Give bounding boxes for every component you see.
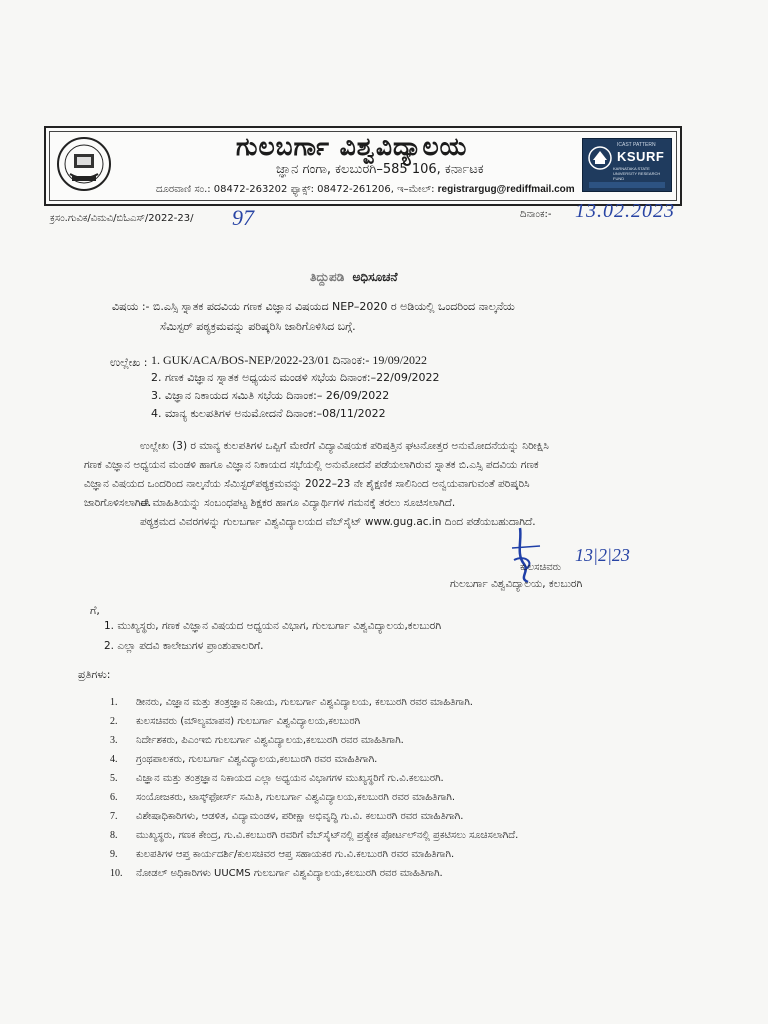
- signature-date: 13|2|23: [575, 545, 630, 565]
- recipients-list: [104, 616, 441, 656]
- reference-prefix: ಕ್ರಸಂ.ಗುವಿಕ/ವಿಮವಿ/ಬಿಓಎಸ್/2022-23/: [50, 213, 194, 224]
- copy-item: [110, 864, 518, 883]
- copy-text: ಸಂಯೋಜಕರು, ಟಾಸ್ಕ್‌ಫೋರ್ಸ್ ಸಮಿತಿ, ಗುಲಬರ್ಗಾ ವಿಶ್ವವಿದ್ಯಾಲಯ,ಕಲಬುರಗಿ ರವರ ಮಾಹಿತಿಗಾಗಿ.: [136, 792, 456, 803]
- ksurf-footer-band: [589, 182, 665, 188]
- para1-line: ಗಣಕ ವಿಜ್ಞಾನ ಅಧ್ಯಯನ ಮಂಡಳಿ ಹಾಗೂ ವಿಜ್ಞಾನ ನಿಕಾಯದ ಸಭೆಯಲ್ಲಿ ಅನುಮೋದನೆ ಪಡೆಯಲಾಗಿರುವ ಸ್ನಾತಕ ಬಿ.ಎಸ್ಸಿ ಪದವಿಯ ಗಣಕ: [84, 459, 539, 471]
- copy-text: ವಿಶೇಷಾಧಿಕಾರಿಗಳು, ಆಡಳಿತ, ವಿದ್ಯಾಮಂಡಳ, ಪರೀಕ್ಷಾ ಅಭಿವೃದ್ಧಿ ಗು.ವಿ. ಕಲಬುರಗಿ ರವರ ಮಾಹಿತಿಗಾಗಿ.: [136, 811, 464, 822]
- date-label: ದಿನಾಂಕ:-: [520, 209, 552, 220]
- copy-number: 1.: [110, 697, 118, 708]
- subject-line-2: ಸೆಮಿಸ್ಟರ್ ಪಠ್ಯಕ್ರಮವನ್ನು ಪರಿಷ್ಕರಿಸಿ ಜಾರಿಗೊಳಿಸಿದ ಬಗ್ಗೆ.: [160, 320, 356, 333]
- copy-number: 2.: [110, 716, 118, 727]
- university-address: ಜ್ಞಾನ ಗಂಗಾ, ಕಲಬುರಗಿ–585 106, ಕರ್ನಾಟಕ: [276, 162, 484, 177]
- letterhead: [44, 126, 682, 206]
- reference-number: 97: [232, 205, 254, 230]
- reference-item: 4. ಮಾನ್ಯ ಕುಲಪತಿಗಳ ಅನುಮೋದನೆ ದಿನಾಂಕ:–08/11/2022: [151, 407, 386, 420]
- para1-line: ಉಲ್ಲೇಖ (3) ರ ಮಾನ್ಯ ಕುಲಪತಿಗಳ ಒಪ್ಪಿಗೆ ಮೇರೆಗೆ ವಿದ್ಯಾವಿಷಯಕ ಪರಿಷತ್ತಿನ ಘಟನೋತ್ತರ ಅನುಮೋದನೆಯನ್ನು ನಿರೀಕ್ಷಿಸಿ: [140, 440, 549, 452]
- reference-item: 2. ಗಣಕ ವಿಜ್ಞಾನ ಸ್ನಾತಕ ಅಧ್ಯಯನ ಮಂಡಳಿ ಸಭೆಯ ದಿನಾಂಕ:–22/09/2022: [151, 371, 440, 384]
- struck-word: ತಿದ್ದುಪಡಿ: [310, 270, 345, 284]
- notification-heading: ಅಧಿಸೂಚನೆ: [352, 270, 398, 284]
- reference-item: 3. ವಿಜ್ಞಾನ ನಿಕಾಯದ ಸಮಿತಿ ಸಭೆಯ ದಿನಾಂಕ:– 26/09/2022: [151, 389, 390, 402]
- copy-item: [110, 788, 518, 807]
- copy-item: [110, 807, 518, 826]
- ksurf-emblem-icon: [587, 145, 613, 171]
- references-label: ಉಲ್ಲೇಖ :: [110, 356, 148, 369]
- copy-number: 4.: [110, 754, 118, 765]
- notification-title: [310, 270, 398, 285]
- subject-line-1: ವಿಷಯ :- ಬಿ.ಎಸ್ಸಿ ಸ್ನಾತಕ ಪದವಿಯ ಗಣಕ ವಿಜ್ಞಾನ ವಿಷಯದ NEP–2020 ರ ಅಡಿಯಲ್ಲಿ ಒಂದರಿಂದ ನಾಲ್ಕನೆಯ: [112, 300, 515, 313]
- copy-text: ಕುಲಸಚಿವರು (ಮೌಲ್ಯಮಾಪನ) ಗುಲಬರ್ಗಾ ವಿಶ್ವವಿದ್ಯಾಲಯ,ಕಲಬುರಗಿ: [136, 716, 361, 727]
- university-name: ಗುಲಬರ್ಗಾ ವಿಶ್ವವಿದ್ಯಾಲಯ: [236, 132, 468, 161]
- para2-line: ಈ ಮಾಹಿತಿಯನ್ನು ಸಂಬಂಧಪಟ್ಟ ಶಿಕ್ಷಕರ ಹಾಗೂ ವಿದ್ಯಾರ್ಥಿಗಳ ಗಮನಕ್ಕೆ ತರಲು ಸೂಚಿಸಲಾಗಿದೆ.: [140, 497, 456, 509]
- signatory-university: ಗುಲಬರ್ಗಾ ವಿಶ್ವವಿದ್ಯಾಲಯ, ಕಲಬುರಗಿ: [450, 578, 583, 590]
- ksurf-top-text: ICAST PATTERN: [617, 142, 656, 148]
- copies-list: [110, 693, 518, 883]
- copy-number: 8.: [110, 830, 118, 841]
- copy-text: ಮುಖ್ಯಸ್ಥರು, ಗಣಕ ಕೇಂದ್ರ, ಗು.ವಿ.ಕಲಬುರಗಿ ರವರಿಗೆ ವೆಬ್‌ಸೈಟ್‌ನಲ್ಲಿ ಪ್ರತ್ಯೇಕ ಪೋರ್ಟಲ್‌ನಲ್ಲಿ ಪ್ರಕಟಿಸಲು ಸೂಚಿಸಲಾಗಿದೆ.: [136, 830, 519, 841]
- copy-text: ಕುಲಪತಿಗಳ ಆಪ್ತ ಕಾರ್ಯದರ್ಶಿ/ಕುಲಸಚಿವರ ಆಪ್ತ ಸಹಾಯಕರ ಗು.ವಿ.ಕಲಬುರಗಿ ರವರ ಮಾಹಿತಿಗಾಗಿ.: [136, 849, 455, 860]
- copy-text: ನಿರ್ದೇಶಕರು, ಪಿಎಂಇಬಿ ಗುಲಬರ್ಗಾ ವಿಶ್ವವಿದ್ಯಾಲಯ,ಕಲಬುರಗಿ ರವರ ಮಾಹಿತಿಗಾಗಿ.: [136, 735, 404, 746]
- reference-item: 1. GUK/ACA/BOS-NEP/2022-23/01 ದಿನಾಂಕ:- 19/09/2022: [151, 353, 428, 367]
- recipient-item: 2. ಎಲ್ಲಾ ಪದವಿ ಕಾಲೇಜುಗಳ ಪ್ರಾಂಶುಪಾಲರಿಗೆ.: [104, 640, 264, 652]
- copy-text: ಗ್ರಂಥಪಾಲಕರು, ಗುಲಬರ್ಗಾ ವಿಶ್ವವಿದ್ಯಾಲಯ,ಕಲಬುರಗಿ ರವರ ಮಾಹಿತಿಗಾಗಿ.: [136, 754, 378, 765]
- copy-item: [110, 826, 518, 845]
- subject-block: [112, 297, 672, 337]
- copy-number: 7.: [110, 811, 118, 822]
- para2-line: ಪಠ್ಯಕ್ರಮದ ವಿವರಗಳನ್ನು ಗುಲಬರ್ಗಾ ವಿಶ್ವವಿದ್ಯಾಲಯದ ವೆಬ್‌ಸೈಟ್ www.gug.ac.in ದಿಂದ ಪಡೆಯಬಹುದಾಗಿದೆ.: [140, 516, 536, 528]
- copy-item: [110, 769, 518, 788]
- email-address: registrargug@rediffmail.com: [437, 184, 575, 195]
- contact-numbers: ದೂರವಾಣಿ ಸಂ.: 08472-263202 ಫ್ಯಾಕ್ಸ್: 08472-261206, ಇ–ಮೇಲ್:: [156, 184, 438, 195]
- para1-line: ವಿಜ್ಞಾನ ವಿಷಯದ ಒಂದರಿಂದ ನಾಲ್ಕನೆಯ ಸೆಮಿಸ್ಟರ್‌ಪಠ್ಯಕ್ರಮವನ್ನು 2022–23 ನೇ ಶೈಕ್ಷಣಿಕ ಸಾಲಿನಿಂದ ಅನ್ವಯವಾಗುವಂತೆ ಪರಿಷ್ಕರಿಸಿ: [84, 478, 530, 490]
- copy-number: 10.: [110, 868, 123, 879]
- copy-number: 6.: [110, 792, 118, 803]
- copy-item: [110, 750, 518, 769]
- copies-label: ಪ್ರತಿಗಳು:: [78, 668, 111, 681]
- references-list: [151, 352, 440, 424]
- para1-line: ಜಾರಿಗೊಳಿಸಲಾಗಿದೆ.: [84, 497, 152, 509]
- date-value: 13.02.2023: [575, 200, 675, 222]
- copy-item: [110, 693, 518, 712]
- copy-text: ನೋಡಲ್ ಅಧಿಕಾರಿಗಳು UUCMS ಗುಲಬರ್ಗಾ ವಿಶ್ವವಿದ್ಯಾಲಯ,ಕಲಬುರಗಿ ರವರ ಮಾಹಿತಿಗಾಗಿ.: [136, 868, 443, 879]
- copy-item: [110, 712, 518, 731]
- copy-number: 9.: [110, 849, 118, 860]
- signatory-title: ಕುಲಸಚಿವರು: [520, 562, 562, 573]
- copy-text: ವಿಜ್ಞಾನ ಮತ್ತು ತಂತ್ರಜ್ಞಾನ ನಿಕಾಯದ ಎಲ್ಲಾ ಅಧ್ಯಯನ ವಿಭಾಗಗಳ ಮುಖ್ಯಸ್ಥರಿಗೆ ಗು.ವಿ.ಕಲಬುರಗಿ.: [136, 773, 444, 784]
- university-seal-icon: [56, 136, 112, 192]
- ksurf-name: KSURF: [617, 149, 665, 164]
- recipient-item: 1. ಮುಖ್ಯಸ್ಥರು, ಗಣಕ ವಿಜ್ಞಾನ ವಿಷಯದ ಅಧ್ಯಯನ ವಿಭಾಗ, ಗುಲಬರ್ಗಾ ವಿಶ್ವವಿದ್ಯಾಲಯ,ಕಲಬುರಗಿ: [104, 620, 442, 632]
- copy-number: 3.: [110, 735, 118, 746]
- copy-number: 5.: [110, 773, 118, 784]
- ksurf-subtitle: KARNATAKA STATE UNIVERSITY RESEARCH FUND: [613, 166, 661, 181]
- copy-item: [110, 845, 518, 864]
- copy-text: ಡೀನರು, ವಿಜ್ಞಾನ ಮತ್ತು ತಂತ್ರಜ್ಞಾನ ನಿಕಾಯ, ಗುಲಬರ್ಗಾ ವಿಶ್ವವಿದ್ಯಾಲಯ, ಕಲಬುರಗಿ ರವರ ಮಾಹಿತಿಗಾಗಿ.: [136, 697, 473, 708]
- ksurf-logo: [582, 138, 672, 192]
- copy-item: [110, 731, 518, 750]
- recipients-label: ಗೆ,: [90, 604, 100, 617]
- university-contact: [156, 184, 575, 195]
